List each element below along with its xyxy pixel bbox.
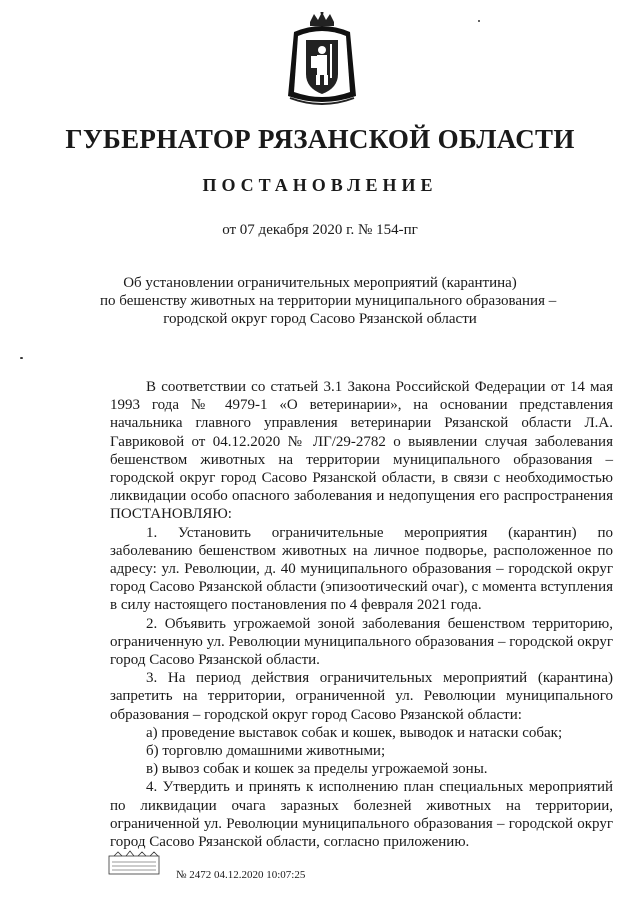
decree-item-2: 2. Объявить угрожаемой зоной заболевания бешенством территорию, ограниченную ул. Революции муниципального образования – городской округ город Сасово Рязанской области. — [110, 615, 613, 669]
scan-speck — [478, 20, 480, 22]
document-type: ПОСТАНОВЛЕНИЕ — [202, 175, 438, 195]
subject-line: по бешенству животных на территории муниципального образования – — [100, 293, 557, 309]
decree-item-3: 3. На период действия ограничительных мероприятий (карантина) запретить на территории, ограниченной ул. Революции муниципального образования – городской округ город Сасово Рязанской области: — [110, 670, 613, 723]
decree-item-3b: б) торговлю домашними животными; — [146, 743, 386, 760]
decree-item-3a: а) проведение выставок собак и кошек, выводок и натаски собак; — [146, 724, 563, 741]
decree-item-3c: в) вывоз собак и кошек за пределы угрожаемой зоны. — [146, 761, 488, 778]
decree-item-4: 4. Утвердить и принять к исполнению план специальных мероприятий по ликвидации очага заразных болезней животных на территории, ограниченной ул. Революции муниципального образования – городской округ город Сасово Рязанской области, согласно приложению. — [110, 779, 613, 851]
document-date-number: от 07 декабря 2020 г. № 154-пг — [222, 222, 418, 238]
coat-of-arms-icon — [286, 12, 358, 108]
document-subject — [100, 274, 557, 328]
decree-item-1: 1. Установить ограничительные мероприятия (карантин) по заболеванию бешенством животных на личное подворье, расположенное по адресу: ул. Революции, д. 40 муниципального образования – городской округ город Сасово Рязанской области (эпизоотический очаг), с момента вступления в силу настоящего постановления по 4 февраля 2021 года. — [110, 524, 613, 614]
registration-code: № 2472 04.12.2020 10:07:25 — [176, 869, 306, 881]
scan-speck — [20, 357, 23, 359]
preamble-paragraph: В соответствии со статьей 3.1 Закона Российской Федерации от 14 мая 1993 года № 4979-1 «О ветеринарии», на основании представления начальника главного управления ветеринарии Рязанской области Л.А. Гавриковой от 04.12.2020 № ЛГ/29-2782 о выявлении случая заболевания бешенством животных на территории муниципального образования – городской округ город Сасово Рязанской области, в связи с необходимостью ликвидации особо опасного заболевания и недопущения его распространения ПОСТАНОВЛЯЮ: — [110, 379, 613, 523]
document-body — [110, 378, 613, 851]
registration-stamp-icon — [108, 850, 160, 876]
subject-line: городской округ город Сасово Рязанской области — [163, 311, 477, 327]
authority-title: ГУБЕРНАТОР РЯЗАНСКОЙ ОБЛАСТИ — [65, 124, 575, 154]
subject-line: Об установлении ограничительных мероприятий (карантина) — [123, 275, 517, 291]
